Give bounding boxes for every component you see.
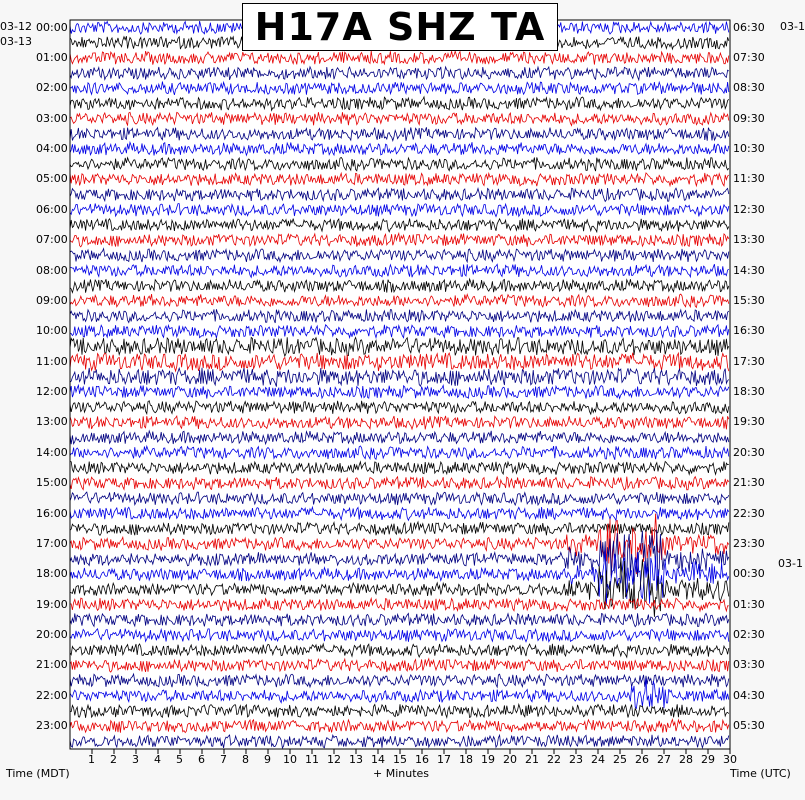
- left-hour-label: 01:00: [36, 50, 68, 64]
- x-tick-label: 19: [481, 753, 495, 766]
- x-tick-label: 16: [415, 753, 429, 766]
- x-tick-label: 23: [569, 753, 583, 766]
- x-tick-label: 9: [264, 753, 271, 766]
- left-hour-label: 06:00: [36, 202, 68, 216]
- right-hour-label: 21:30: [733, 476, 765, 490]
- x-tick-label: 24: [591, 753, 605, 766]
- x-tick-label: 26: [635, 753, 649, 766]
- left-hour-label: 19:00: [36, 597, 68, 611]
- left-hour-label: 17:00: [36, 536, 68, 550]
- x-tick-label: 5: [176, 753, 183, 766]
- right-hour-label: 11:30: [733, 172, 765, 186]
- x-tick-label: 6: [198, 753, 205, 766]
- x-tick-label: 29: [701, 753, 715, 766]
- left-hour-label: 08:00: [36, 263, 68, 277]
- left-hour-label: 20:00: [36, 628, 68, 642]
- x-tick-label: 2: [110, 753, 117, 766]
- right-hour-label: 01:30: [733, 597, 765, 611]
- right-hour-label: 13:30: [733, 233, 765, 247]
- right-hour-label: 08:30: [733, 81, 765, 95]
- left-hour-label: 12:00: [36, 385, 68, 399]
- right-hour-label: 20:30: [733, 445, 765, 459]
- right-hour-label: 05:30: [733, 719, 765, 733]
- right-hour-label: 19:30: [733, 415, 765, 429]
- left-hour-label: 16:00: [36, 506, 68, 520]
- right-hour-label: 07:30: [733, 50, 765, 64]
- x-tick-label: 30: [723, 753, 737, 766]
- left-hour-label: 23:00: [36, 719, 68, 733]
- left-axis-label: Time (MDT): [6, 767, 70, 780]
- x-tick-label: 17: [437, 753, 451, 766]
- x-tick-label: 18: [459, 753, 473, 766]
- left-date-top: 03-12: [0, 20, 32, 33]
- right-hour-label: 23:30: [733, 536, 765, 550]
- right-hour-label: 12:30: [733, 202, 765, 216]
- x-tick-label: 1: [88, 753, 95, 766]
- left-hour-label: 00:00: [36, 20, 68, 34]
- left-hour-label: 09:00: [36, 293, 68, 307]
- x-tick-label: 13: [349, 753, 363, 766]
- x-tick-label: 21: [525, 753, 539, 766]
- left-hour-label: 05:00: [36, 172, 68, 186]
- right-date-top: 03-1: [780, 20, 805, 33]
- left-hour-label: 07:00: [36, 233, 68, 247]
- right-hour-label: 00:30: [733, 567, 765, 581]
- left-hour-label: 15:00: [36, 476, 68, 490]
- chart-title: H17A SHZ TA: [254, 5, 546, 49]
- right-hour-label: 18:30: [733, 385, 765, 399]
- x-tick-label: 22: [547, 753, 561, 766]
- right-hour-label: 09:30: [733, 111, 765, 125]
- left-hour-label: 10:00: [36, 324, 68, 338]
- x-tick-label: 15: [393, 753, 407, 766]
- right-hour-label: 04:30: [733, 688, 765, 702]
- x-tick-label: 3: [132, 753, 139, 766]
- left-hour-label: 13:00: [36, 415, 68, 429]
- left-date-second: 03-13: [0, 35, 32, 48]
- x-tick-label: 10: [283, 753, 297, 766]
- x-tick-label: 8: [242, 753, 249, 766]
- x-tick-label: 11: [305, 753, 319, 766]
- left-hour-label: 14:00: [36, 445, 68, 459]
- right-hour-label: 03:30: [733, 658, 765, 672]
- x-tick-label: 4: [154, 753, 161, 766]
- left-hour-label: 22:00: [36, 688, 68, 702]
- x-tick-label: 12: [327, 753, 341, 766]
- right-hour-label: 22:30: [733, 506, 765, 520]
- right-hour-label: 16:30: [733, 324, 765, 338]
- x-tick-label: 27: [657, 753, 671, 766]
- chart-title-box: [242, 3, 558, 51]
- right-hour-label: 10:30: [733, 142, 765, 156]
- left-hour-label: 21:00: [36, 658, 68, 672]
- right-hour-label: 14:30: [733, 263, 765, 277]
- x-axis-label: + Minutes: [373, 767, 430, 780]
- x-tick-label: 14: [371, 753, 385, 766]
- left-hour-label: 18:00: [36, 567, 68, 581]
- left-hour-label: 04:00: [36, 142, 68, 156]
- x-tick-label: 28: [679, 753, 693, 766]
- right-hour-label: 02:30: [733, 628, 765, 642]
- right-hour-label: 17:30: [733, 354, 765, 368]
- left-hour-label: 03:00: [36, 111, 68, 125]
- x-tick-label: 7: [220, 753, 227, 766]
- right-hour-label: 06:30: [733, 20, 765, 34]
- x-tick-label: 20: [503, 753, 517, 766]
- right-axis-label: Time (UTC): [730, 767, 791, 780]
- right-hour-label: 15:30: [733, 293, 765, 307]
- left-hour-label: 11:00: [36, 354, 68, 368]
- x-tick-label: 25: [613, 753, 627, 766]
- right-date-mid: 03-1: [778, 557, 803, 570]
- left-hour-label: 02:00: [36, 81, 68, 95]
